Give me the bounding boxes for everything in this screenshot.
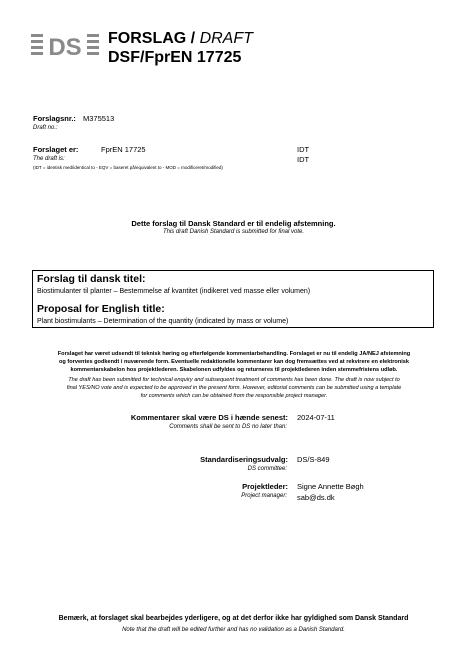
manager-name: Signe Annette Bøgh bbox=[297, 482, 364, 491]
logo-text: DS bbox=[48, 34, 82, 59]
committee-sub: DS committee: bbox=[247, 466, 287, 472]
header-forslag: FORSLAG / bbox=[108, 30, 196, 47]
forslaget-er-label: Forslaget er: bbox=[33, 145, 79, 154]
deadline-value: 2024-07-11 bbox=[297, 413, 335, 422]
da-title-heading: Forslag til dansk titel: bbox=[37, 273, 146, 285]
idt-value-2: IDT bbox=[297, 155, 310, 164]
header-reference: DSF/FprEN 17725 bbox=[108, 49, 242, 66]
english-paragraph-line-3: for comments which can be obtained from the responsible project manager. bbox=[140, 393, 328, 399]
da-title: Biostimulanter til planter – Bestemmelse af kvantitet (indikeret ved masse eller volumen) bbox=[37, 288, 311, 295]
en-title-heading: Proposal for English title: bbox=[37, 303, 165, 315]
draft-no-label: Draft no.: bbox=[33, 125, 58, 131]
draft-is-label: The draft is: bbox=[33, 156, 65, 162]
committee-value: DS/S-849 bbox=[297, 455, 330, 464]
deadline-label: Kommentarer skal være DS i hænde senest: bbox=[130, 413, 288, 422]
english-paragraph-line-2: final YES/NO vote and is expected to be approved in the present form. However, editorial comments can be submitted using a template bbox=[66, 385, 402, 391]
forslagsnr-value: M375513 bbox=[83, 114, 115, 123]
committee-label: Standardiseringsudvalg: bbox=[200, 455, 288, 464]
title-box bbox=[32, 270, 434, 328]
footer-english: Note that the draft will be edited further and has no validation as a Danish Standard. bbox=[122, 627, 345, 633]
vote-danish: Dette forslag til Dansk Standard er til endelig afstemning. bbox=[131, 219, 336, 228]
header-title bbox=[108, 30, 253, 48]
deadline-sub: Comments shall be sent to DS no later than: bbox=[169, 424, 287, 430]
forslagsnr-label: Forslagsnr.: bbox=[33, 114, 76, 123]
header-draft: DRAFT bbox=[199, 30, 253, 47]
manager-label: Projektleder: bbox=[242, 482, 288, 491]
vote-english: This draft Danish Standard is submitted for final vote. bbox=[162, 229, 305, 235]
forslaget-er-value: FprEN 17725 bbox=[101, 145, 146, 154]
footer-danish: Bemærk, at forslaget skal bearbejdes yderligere, og at det derfor ikke har gyldighed som Dansk Standard bbox=[58, 615, 409, 622]
danish-paragraph-line-1: Forslaget har været udsendt til teknisk høring og efterfølgende kommentarbehandling. Forslaget er nu til endelig JA/NEJ afstemning bbox=[57, 351, 411, 357]
idt-note: (IDT = identisk med/identical to - EQV = baseret på/equivalent to - MOD = modificeret/modified) bbox=[33, 165, 223, 170]
ds-logo bbox=[31, 33, 99, 59]
english-paragraph-line-1: The draft has been submitted for technical enquiry and subsequent treatment of comments has been done. The draft is now subject to bbox=[68, 377, 400, 383]
ds-logo-graphic bbox=[31, 33, 99, 59]
danish-paragraph-line-3: kommentarskabelon hos projektlederen. Skabelonen udfyldes og returneres til projektlederen inden stemmefristens udløb. bbox=[70, 367, 398, 373]
en-title: Plant biostimulants – Determination of the quantity (indicated by mass or volume) bbox=[37, 318, 289, 325]
danish-paragraph-line-2: og forventes godkendt i nuværende form. Eventuelle redaktionelle kommentarer kan dog fremsættes ved at rekvirere en elektronisk bbox=[58, 359, 410, 365]
idt-value-1: IDT bbox=[297, 145, 310, 154]
manager-sub: Project manager: bbox=[241, 493, 287, 499]
manager-email[interactable]: sab@ds.dk bbox=[297, 493, 335, 502]
